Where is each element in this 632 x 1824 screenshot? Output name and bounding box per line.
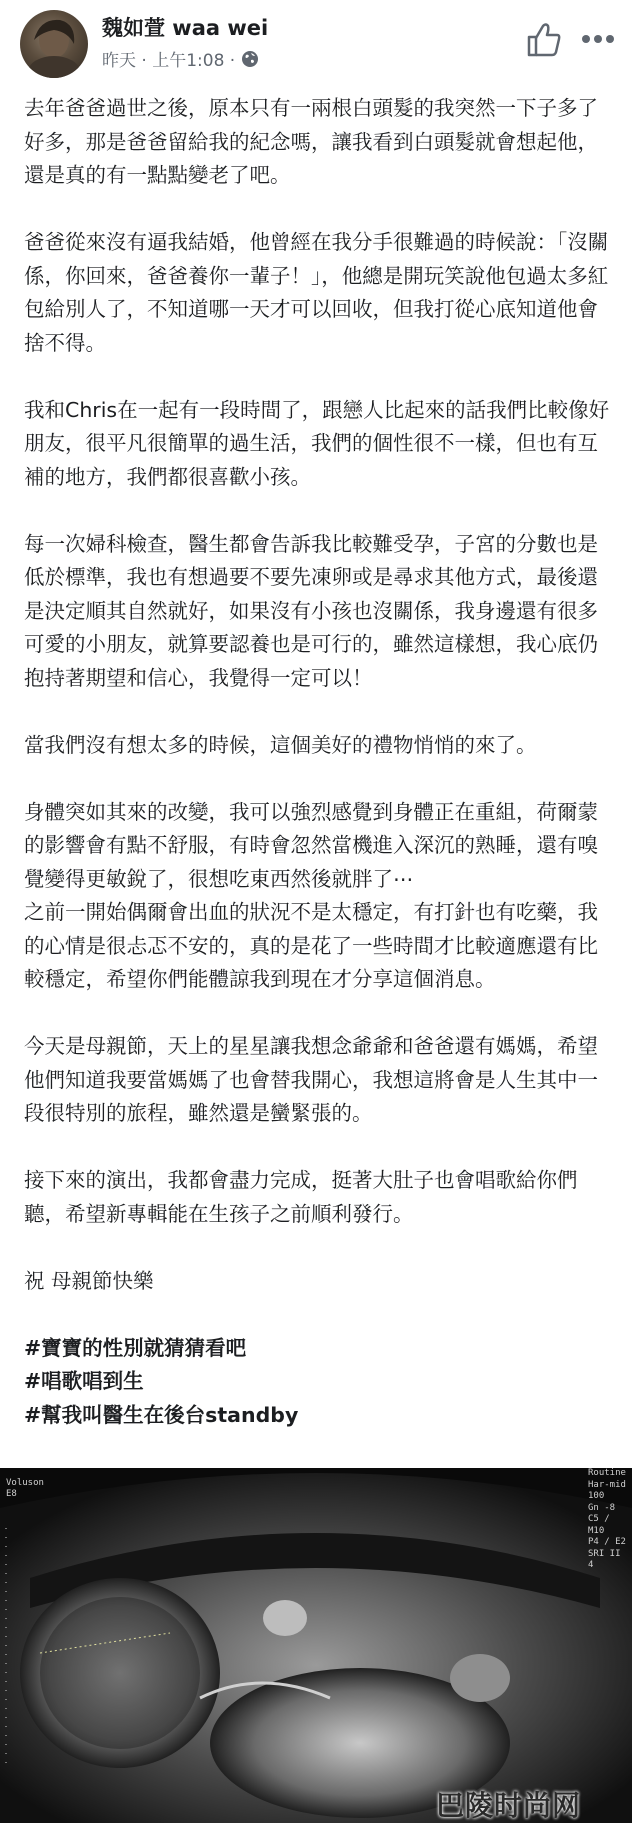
avatar-image [20,10,88,78]
author-name[interactable]: 魏如萱 waa wei [102,16,269,40]
ultrasound-photo[interactable] [0,1468,632,1823]
hashtag-link[interactable]: #唱歌唱到生 [24,1369,144,1393]
ultrasound-image [0,1468,632,1823]
post-paragraph: 祝 母親節快樂 [24,1268,154,1293]
more-dots-icon [578,24,618,54]
post-meta [102,46,259,71]
hashtag-list [24,1332,616,1433]
thumbs-up-icon [525,20,563,58]
avatar[interactable] [20,10,88,78]
hashtag-link[interactable]: #寶寶的性別就猜猜看吧 [24,1335,247,1360]
post-timestamp[interactable]: 昨天 · 上午1:08 · [102,51,236,71]
post-paragraph: 爸爸從來沒有逼我結婚，他曾經在我分手很難過的時候說：「沒關係，你回來，爸爸養你一輩子！」，他總是開玩笑說他包過太多紅包給別人了，不知道哪一天才可以回收，但我打從心底知道他會捨不得。 [24,230,609,355]
post-header [0,0,632,85]
post-paragraph: 之前一開始偶爾會出血的狀況不是太穩定，有打針也有吃藥，我的心情是很忐忑不安的，真的是花了一些時間才比較適應還有比較穩定，希望你們能體諒我到現在才分享這個消息。 [24,900,598,991]
post-paragraph: 每一次婦科檢查，醫生都會告訴我比較難受孕，子宮的分數也是低於標準，我也有想過要不要先凍卵或是尋求其他方式，最後還是決定順其自然就好，如果沒有小孩也沒關係，我身邊還有很多可愛的小朋友，就算要認養也是可行的，雖然這樣想，我心底仍抱持著期望和信心，我覺得一定可以！ [24,531,598,690]
hashtag-link[interactable]: #幫我叫醫生在後台standby [24,1402,299,1427]
post-paragraph: 接下來的演出，我都會盡力完成，挺著大肚子也會唱歌給你們聽，希望新專輯能在生孩子之前順利發行。 [24,1168,578,1226]
post-paragraph: 身體突如其來的改變，我可以強烈感覺到身體正在重組，荷爾蒙的影響會有點不舒服，有時會忽然當機進入深沉的熟睡，還有嗅覺變得更敏銳了，很想吃東西然後就胖了⋯ [24,799,598,891]
ultrasound-label-left: Voluson E8 [6,1478,44,1499]
ultrasound-label-right: Routine Har-mid 100 Gn -8 C5 / M10 P4 / E2 SRI II 4 [588,1468,626,1570]
globe-icon [241,50,259,68]
watermark-logo: 巴陵时尚网 [436,1789,582,1822]
post-paragraph: 去年爸爸過世之後，原本只有一兩根白頭髮的我突然一下子多了好多，那是爸爸留給我的紀念嗎，讓我看到白頭髮就會想起他，還是真的有一點點變老了吧。 [24,96,598,187]
more-options-button[interactable] [578,24,618,54]
like-button[interactable] [525,20,563,58]
post-paragraph: 今天是母親節，天上的星星讓我想念爺爺和爸爸還有媽媽，希望他們知道我要當媽媽了也會替我開心，我想這將會是人生其中一段很特別的旅程，雖然還是蠻緊張的。 [24,1034,598,1125]
post-paragraph: 當我們沒有想太多的時候，這個美好的禮物悄悄的來了。 [24,732,537,757]
post-body [24,92,616,1432]
post-paragraph: 我和Chris在一起有一段時間了，跟戀人比起來的話我們比較像好朋友，很平凡很簡單的過生活，我們的個性很不一樣，但也有互補的地方，我們都很喜歡小孩。 [24,397,610,489]
